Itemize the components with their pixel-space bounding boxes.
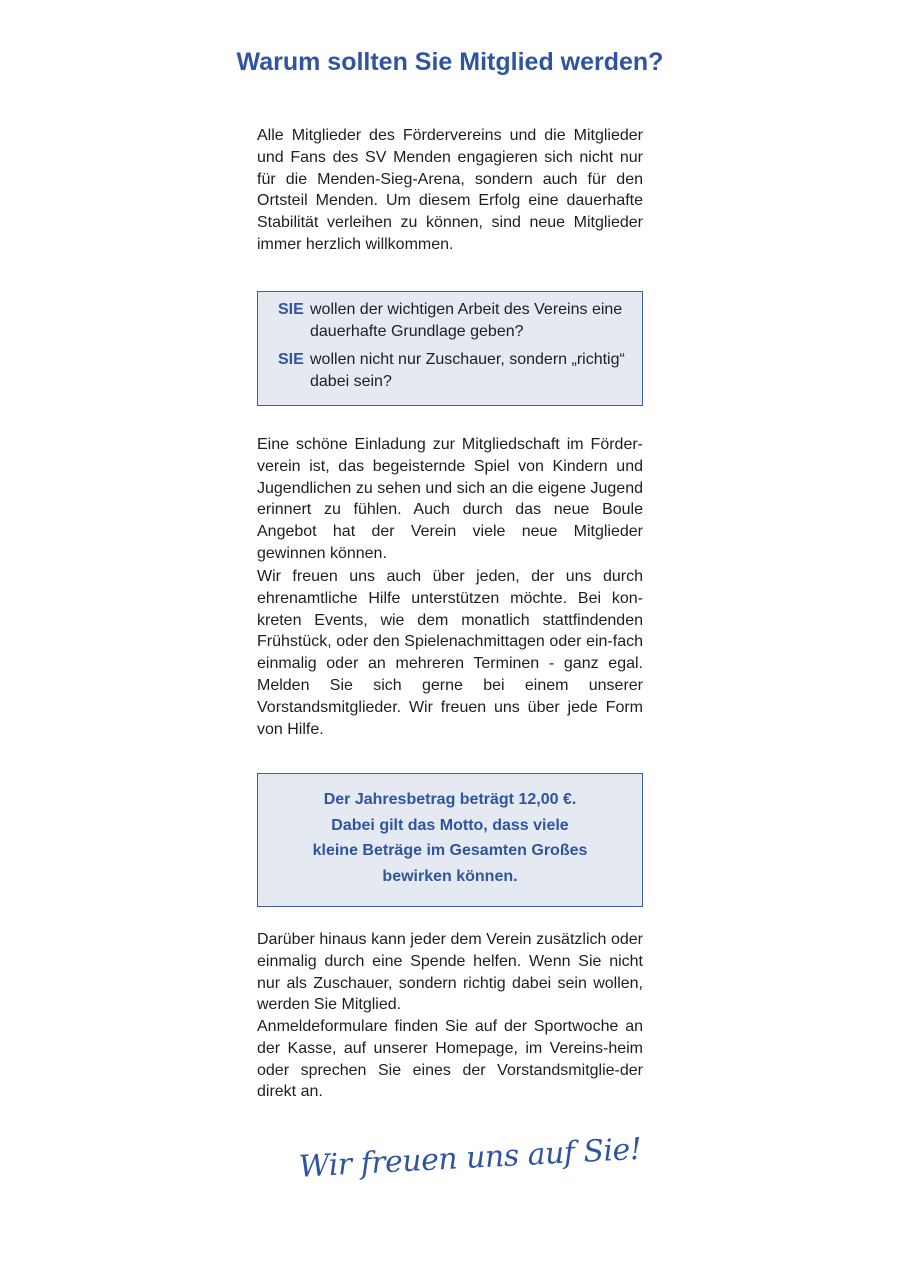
signature-handwriting xyxy=(297,1130,643,1190)
fee-line: Dabei gilt das Motto, dass viele xyxy=(331,816,569,834)
signature-text: Wir freuen uns auf Sie! xyxy=(298,1131,643,1185)
question-text: wollen nicht nur Zuschauer, sondern „richtig“ dabei sein? xyxy=(310,351,625,390)
membership-fee-box xyxy=(257,773,643,907)
page-title: Warum sollten Sie Mitglied werden? xyxy=(236,48,664,76)
forms-paragraph: Anmeldeformulare finden Sie auf der Sportwoche an der Kasse, auf unserer Homepage, im Vereins-heim oder sprechen Sie eines der Vorstandsmitglie-der direkt an. xyxy=(257,1018,643,1101)
fee-line: Der Jahresbetrag beträgt 12,00 €. xyxy=(323,791,577,808)
intro-paragraph: Alle Mitglieder des Fördervereins und die Mitglieder und Fans des SV Menden engagieren sich nicht nur für die Menden-Sieg-Arena, sondern auch für den Ortsteil Menden. Um diesem Erfolg eine dauerhafte Stabilität verleihen zu können, sind neue Mitglieder immer herzlich willkommen. xyxy=(257,127,643,253)
donation-paragraph: Darüber hinaus kann jeder dem Verein zusätzlich oder einmalig durch eine Spende helfen. Wenn Sie nicht nur als Zuschauer, sondern richtig dabei sein wollen, werden Sie Mitglied. xyxy=(257,931,643,1014)
question-item xyxy=(278,299,630,343)
question-keyword: SIE xyxy=(278,351,304,368)
question-text: wollen der wichtigen Arbeit des Vereins eine dauerhafte Grundlage geben? xyxy=(310,301,623,340)
question-box xyxy=(257,291,643,406)
fee-line: bewirken können. xyxy=(382,867,518,885)
help-paragraph: Wir freuen uns auch über jeden, der uns durch ehrenamtliche Hilfe unterstützen möchte. Bei kon-kreten Events, wie dem monatlich stattfindenden Frühstück, oder den Spielenachmittagen oder ein-fach einmalig oder an mehreren Terminen - ganz egal. Melden Sie sich gerne bei einem unserer Vorstandsmitglieder. Wir freuen uns über jede Form von Hilfe. xyxy=(257,568,643,738)
invitation-paragraph: Eine schöne Einladung zur Mitgliedschaft im Förder-verein ist, das begeisternde Spiel von Kindern und Jugendlichen zu sehen und sich an die eigene Jugend erinnert zu fühlen. Auch durch das neue Boule Angebot hat der Verein viele neue Mitglieder gewinnen können. xyxy=(257,436,643,562)
question-keyword: SIE xyxy=(278,301,304,318)
question-item xyxy=(278,349,630,393)
fee-line: kleine Beträge im Gesamten Großes xyxy=(312,842,588,859)
